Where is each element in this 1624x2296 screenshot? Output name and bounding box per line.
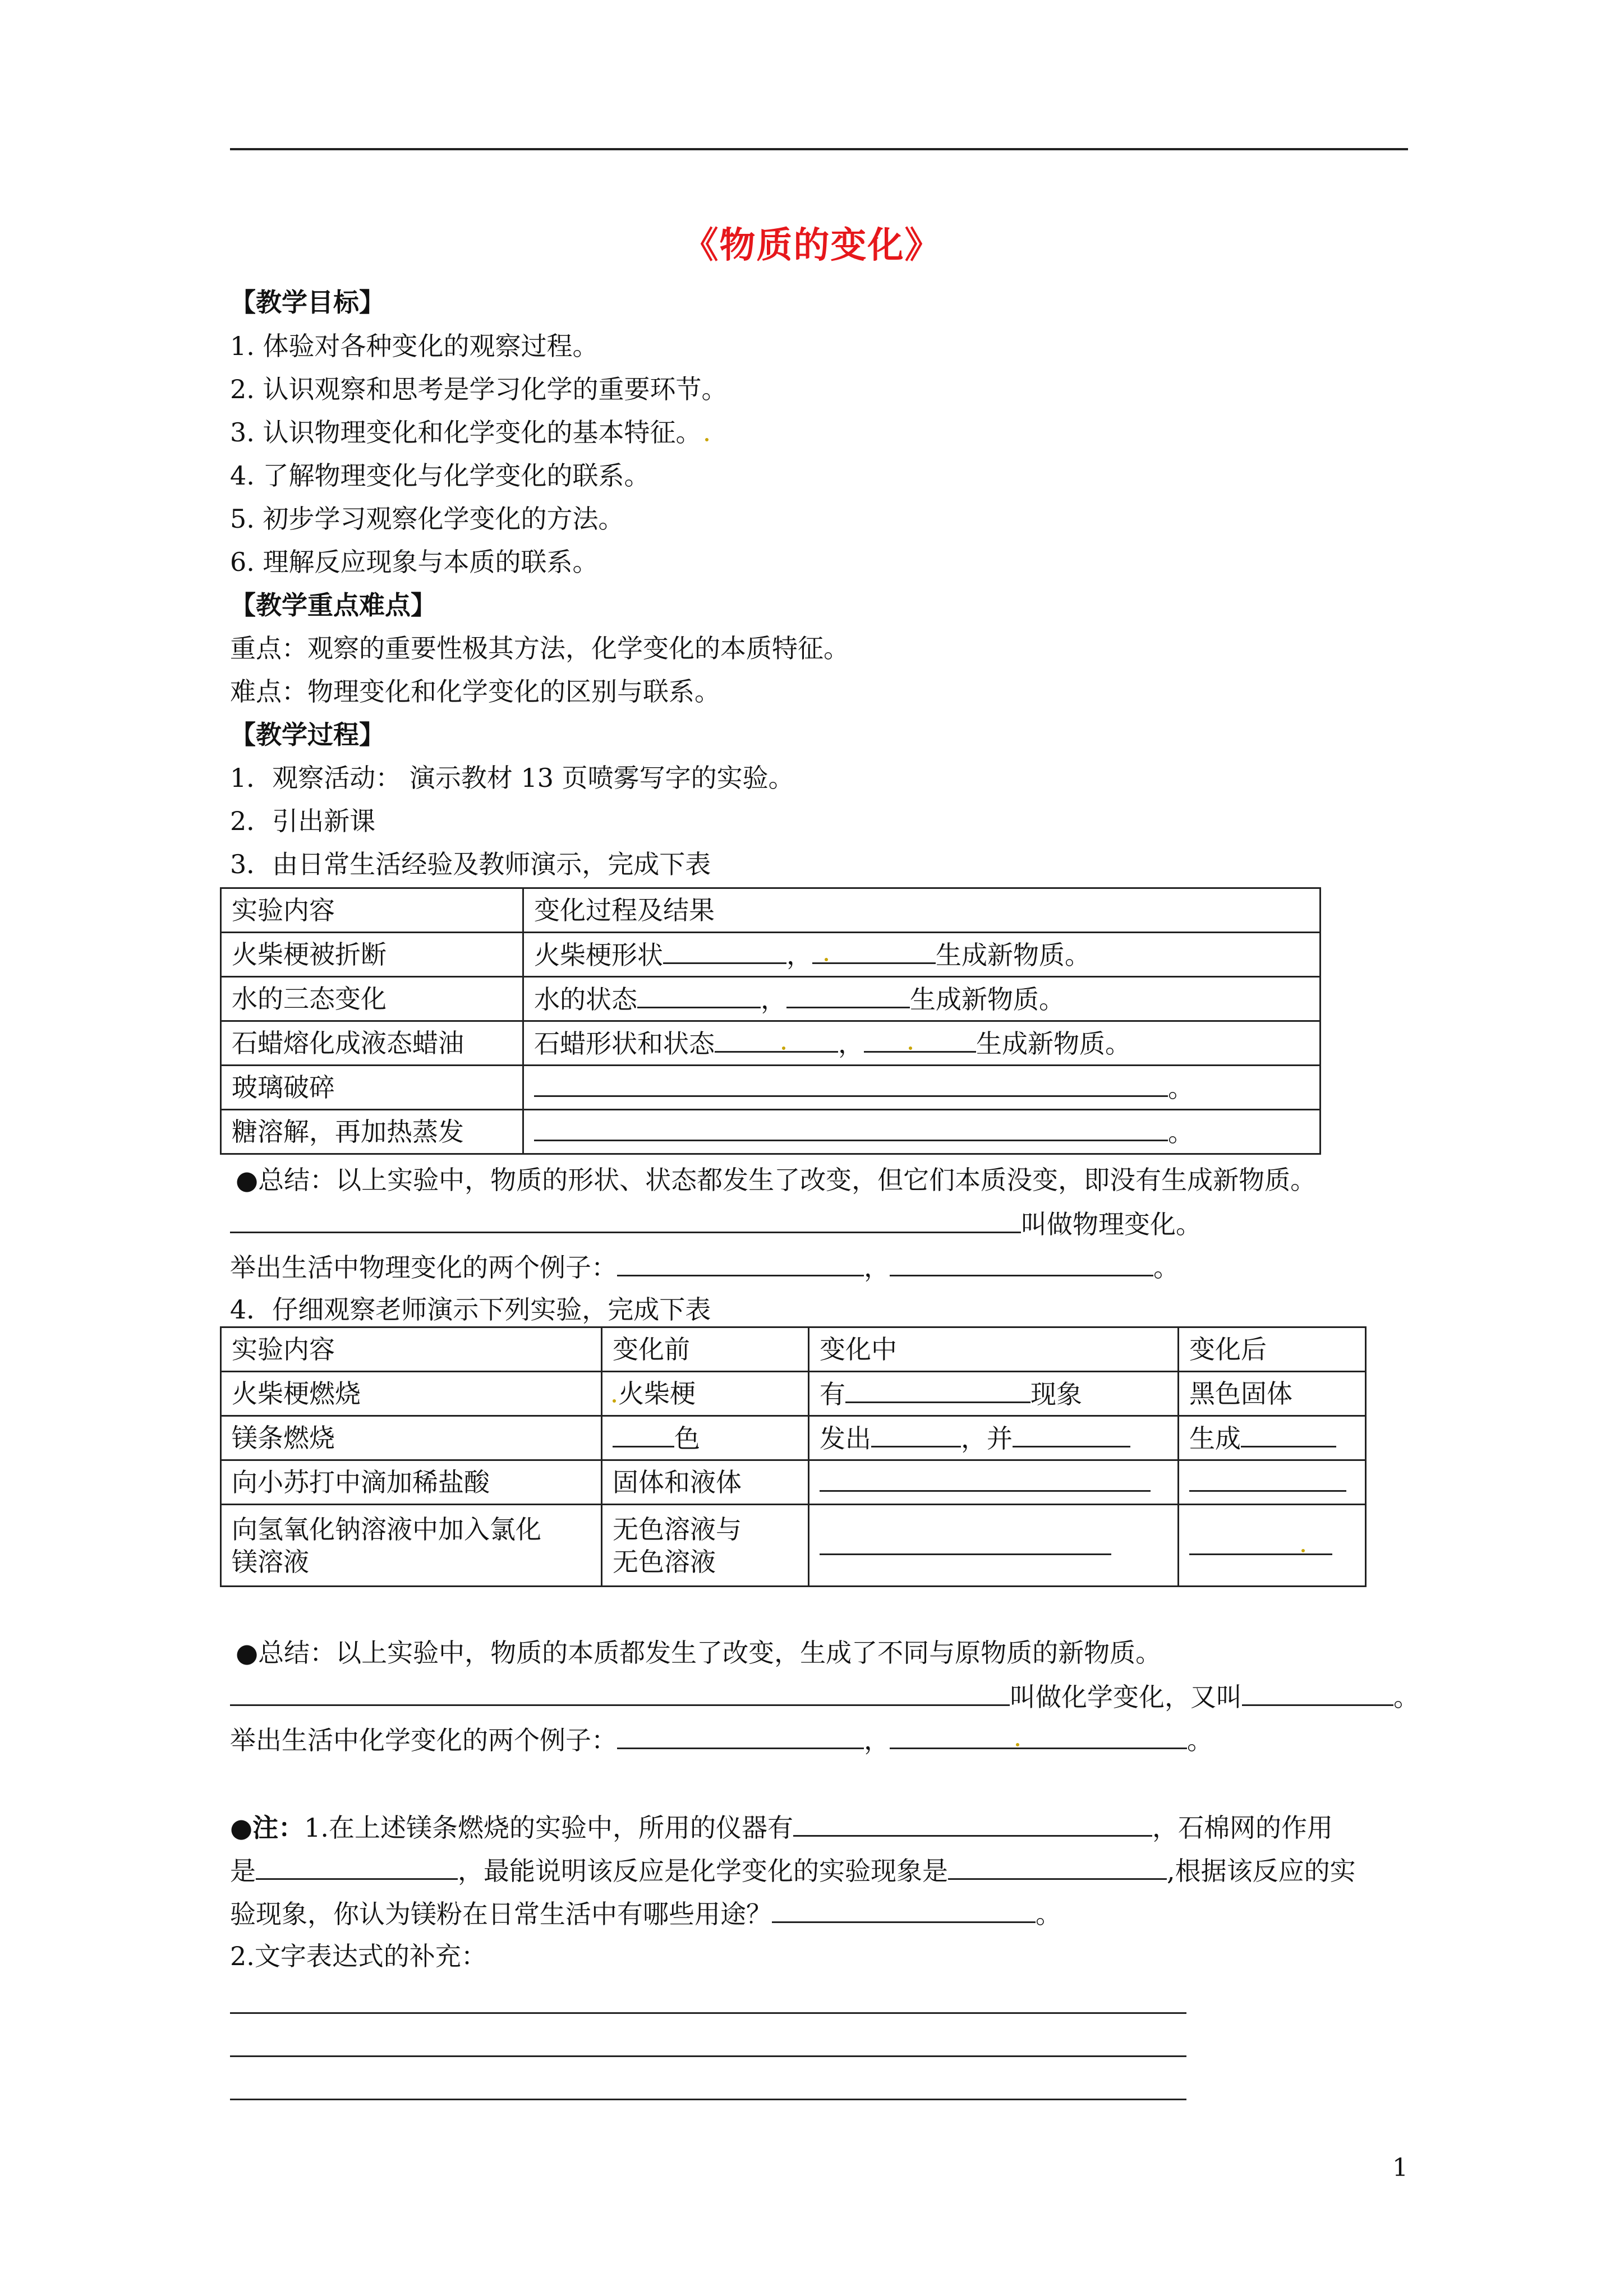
table-header: 实验内容 — [221, 888, 523, 933]
fill-blank[interactable] — [1241, 1421, 1336, 1447]
physical-definition: 叫做物理变化。 — [230, 1207, 1202, 1241]
table-row — [221, 1505, 1366, 1587]
table-row — [221, 1372, 1366, 1416]
chemical-definition: 叫做化学变化，又叫 。 — [230, 1680, 1419, 1713]
goal-item: 3. 认识物理变化和化学变化的基本特征。 — [230, 416, 709, 449]
fill-blank[interactable] — [793, 1810, 1152, 1837]
fill-blank[interactable] — [715, 1026, 838, 1053]
header-rule — [230, 148, 1408, 150]
physical-change-table — [220, 887, 1321, 1155]
goal-item: 2. 认识观察和思考是学习化学的重要环节。 — [230, 374, 728, 404]
keypoint-text: 重点：观察的重要性极其方法，化学变化的本质特征。 — [230, 633, 849, 663]
fill-blank[interactable] — [1189, 1465, 1346, 1492]
table-header: 变化过程及结果 — [523, 888, 1321, 933]
table-cell: 火柴梗形状 ， 生成新物质。 — [523, 933, 1321, 977]
fill-blank[interactable] — [871, 1421, 961, 1447]
note-line-4: 2.文字表达式的补充： — [230, 1941, 487, 1971]
table-cell: 糖溶解，再加热蒸发 — [221, 1110, 523, 1154]
note-line-1: ●注：1.在上述镁条燃烧的实验中，所用的仪器有 ，石棉网的作用 — [230, 1810, 1333, 1844]
goal-item: 4. 了解物理变化与化学变化的联系。 — [230, 460, 650, 491]
table-cell — [809, 1460, 1179, 1505]
page-number: 1 — [1392, 2154, 1408, 2182]
table-cell: 水的三态变化 — [221, 977, 523, 1021]
fill-blank[interactable] — [890, 1723, 1187, 1749]
note-line-3: 验现象，你认为镁粉在日常生活中有哪些用途？ 。 — [230, 1897, 1061, 1930]
table-row — [221, 977, 1321, 1021]
table-cell: 有 现象 — [809, 1372, 1179, 1416]
fill-blank[interactable] — [230, 1680, 1010, 1706]
table-cell: 。 — [523, 1110, 1321, 1154]
step-2: 2．引出新课 — [230, 806, 376, 836]
goal-item: 6. 理解反应现象与本质的联系。 — [230, 547, 599, 577]
process-heading: 【教学过程】 — [230, 720, 385, 750]
fill-blank[interactable] — [1189, 1529, 1332, 1555]
table-cell — [1179, 1505, 1366, 1587]
fill-blank[interactable] — [890, 1250, 1153, 1276]
table-cell: 石蜡熔化成液态蜡油 — [221, 1021, 523, 1066]
fill-blank[interactable] — [1013, 1421, 1130, 1447]
table-cell — [1179, 1460, 1366, 1505]
page-title: 《物质的变化》 — [682, 224, 942, 266]
goal-item: 1. 体验对各种变化的观察过程。 — [230, 331, 599, 361]
table-cell: 。 — [523, 1066, 1321, 1110]
fill-blank[interactable] — [663, 938, 786, 964]
table-cell: 色 — [602, 1416, 809, 1460]
table-cell: 石蜡形状和状态 ， 生成新物质。 — [523, 1021, 1321, 1066]
table-cell: 生成 — [1179, 1416, 1366, 1460]
table-cell: 黑色固体 — [1179, 1372, 1366, 1416]
table-row — [221, 1416, 1366, 1460]
goal-item: 5. 初步学习观察化学变化的方法。 — [230, 504, 624, 534]
fill-blank[interactable] — [613, 1421, 674, 1447]
answer-line[interactable] — [230, 2099, 1186, 2100]
table-cell: 发出 ，并 — [809, 1416, 1179, 1460]
table-cell: 镁条燃烧 — [221, 1416, 602, 1460]
fill-blank[interactable] — [786, 982, 910, 1008]
table-header: 变化前 — [602, 1327, 809, 1372]
table-header: 变化后 — [1179, 1327, 1366, 1372]
note-line-2: 是 ，最能说明该反应是化学变化的实验现象是 ,根据该反应的实 — [230, 1854, 1356, 1887]
goals-heading: 【教学目标】 — [230, 287, 385, 317]
answer-line[interactable] — [230, 2055, 1186, 2057]
physical-examples: 举出生活中物理变化的两个例子： ， 。 — [230, 1250, 1179, 1284]
table-cell: 向小苏打中滴加稀盐酸 — [221, 1460, 602, 1505]
difficulty-text: 难点：物理变化和化学变化的区别与联系。 — [230, 676, 720, 707]
fill-blank[interactable] — [534, 1071, 1168, 1097]
table-row — [221, 1110, 1321, 1154]
fill-blank[interactable] — [948, 1854, 1167, 1880]
table-cell: 水的状态 ， 生成新物质。 — [523, 977, 1321, 1021]
table-cell: 火柴梗燃烧 — [221, 1372, 602, 1416]
chemical-change-table — [220, 1326, 1367, 1587]
marker-dot — [613, 1399, 616, 1403]
fill-blank[interactable] — [845, 1377, 1030, 1403]
table-cell: 向氢氧化钠溶液中加入氯化 镁溶液 — [221, 1505, 602, 1587]
fill-blank[interactable] — [256, 1854, 458, 1880]
fill-blank[interactable] — [230, 1207, 1021, 1233]
fill-blank[interactable] — [617, 1723, 864, 1749]
fill-blank[interactable] — [617, 1250, 864, 1276]
table-row — [221, 1460, 1366, 1505]
table-cell — [809, 1505, 1179, 1587]
table-header: 变化中 — [809, 1327, 1179, 1372]
table-header: 实验内容 — [221, 1327, 602, 1372]
fill-blank[interactable] — [637, 982, 761, 1008]
table-cell: 玻璃破碎 — [221, 1066, 523, 1110]
summary-physical: ●总结：以上实验中，物质的形状、状态都发生了改变，但它们本质没变，即没有生成新物质。 — [236, 1165, 1317, 1195]
fill-blank[interactable] — [820, 1529, 1111, 1555]
fill-blank[interactable] — [534, 1115, 1168, 1141]
fill-blank[interactable] — [812, 938, 936, 964]
table-cell: 无色溶液与 无色溶液 — [602, 1505, 809, 1587]
keypoints-heading: 【教学重点难点】 — [230, 590, 436, 620]
chemical-examples: 举出生活中化学变化的两个例子： ， 。 — [230, 1723, 1213, 1756]
answer-line[interactable] — [230, 2012, 1186, 2014]
summary-chemical: ●总结：以上实验中，物质的本质都发生了改变，生成了不同与原物质的新物质。 — [236, 1638, 1162, 1668]
marker-dot — [705, 438, 709, 441]
step-1: 1．观察活动： 演示教材 13 页喷雾写字的实验。 — [230, 763, 794, 793]
table-row — [221, 933, 1321, 977]
table-row — [221, 1021, 1321, 1066]
table-cell: 火柴梗被折断 — [221, 933, 523, 977]
fill-blank[interactable] — [772, 1897, 1036, 1923]
table-row — [221, 1066, 1321, 1110]
table-cell: 固体和液体 — [602, 1460, 809, 1505]
step-4: 4．仔细观察老师演示下列实验，完成下表 — [230, 1294, 711, 1325]
step-3: 3．由日常生活经验及教师演示，完成下表 — [230, 849, 711, 879]
table-cell: 火柴梗 — [602, 1372, 809, 1416]
fill-blank[interactable] — [820, 1465, 1151, 1492]
fill-blank[interactable] — [864, 1026, 976, 1053]
fill-blank[interactable] — [1242, 1680, 1393, 1706]
